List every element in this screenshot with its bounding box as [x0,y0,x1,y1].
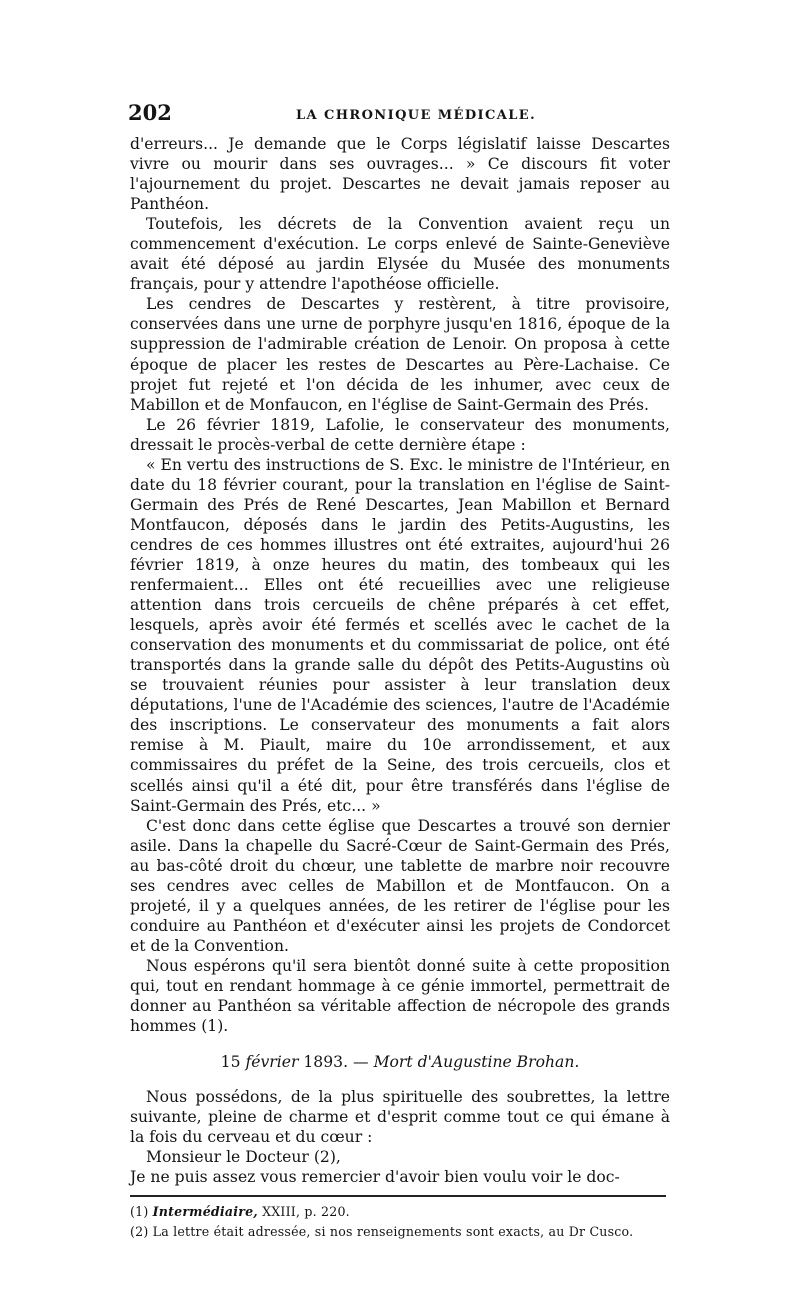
footnote-text: La lettre était adressée, si nos renseignements sont exacts, au Dr Cusco. [148,1224,634,1240]
page-number: 202 [128,100,172,125]
dateline-title: Mort d'Augustine Brohan. [373,1053,580,1072]
footnote-text: XXIII, p. 220. [257,1204,350,1220]
footnote [130,1202,670,1222]
letter-salutation: Monsieur le Docteur (2), [146,1148,341,1167]
paragraph: Nous espérons qu'il sera bientôt donné suite à cette proposition qui, tout en rendant hommage à ce génie immortel, permettrait de donner au Panthéon sa véritable affection de nécropole des grands hommes (1). [130,956,670,1036]
footnote-source: Intermédiaire, [152,1204,258,1220]
letter-line: Je ne puis assez vous remercier d'avoir bien voulu voir le doc- [130,1168,620,1187]
dateline-day: 15 [220,1053,241,1072]
footnote [130,1222,670,1242]
page-header [130,100,670,134]
book-page [130,100,670,1242]
paragraph: Nous possédons, de la plus spirituelle des soubrettes, la lettre suivante, pleine de charme et d'esprit comme tout ce qui émane à la fois du cerveau et du cœur : [130,1088,670,1147]
dateline-year: 1893. — [303,1053,369,1072]
section-dateline [130,1052,670,1072]
footnote-marker: (1) [130,1204,149,1220]
footnotes [130,1202,670,1242]
paragraph: Les cendres de Descartes y restèrent, à titre provisoire, conservées dans une urne de porphyre jusqu'en 1816, époque de la suppression de l'admirable création de Lenoir. On proposa à cette époque de placer les restes de Descartes au Père-Lachaise. Ce projet fut rejeté et l'on décida de les inhumer, avec ceux de Mabillon et de Monfaucon, en l'église de Saint-Germain des Prés. [130,295,670,414]
footnote-marker: (2) [130,1224,149,1240]
running-title: LA CHRONIQUE MÉDICALE. [296,108,537,123]
paragraph: Le 26 février 1819, Lafolie, le conservateur des monuments, dressait le procès-verbal de cette dernière étape : [130,415,670,454]
body-text [130,134,670,1187]
dateline-month: février [245,1053,299,1072]
footnote-divider [130,1195,666,1197]
paragraph: d'erreurs... Je demande que le Corps législatif laisse Descartes vivre ou mourir dans ses ouvrages... » Ce discours fit voter l'ajournement du projet. Descartes ne devait jamais reposer au Panthéon. [130,135,670,214]
paragraph: Toutefois, les décrets de la Convention avaient reçu un commencement d'exécution. Le corps enlevé de Sainte-Geneviève avait été déposé au jardin Elysée du Musée des monuments français, pour y attendre l'apothéose officielle. [130,215,670,294]
quoted-record: « En vertu des instructions de S. Exc. le ministre de l'Intérieur, en date du 18 février courant, pour la translation en l'église de Saint-Germain des Prés de René Descartes, Jean Mabillon et Bernard Montfaucon, déposés dans le jardin des Petits-Augustins, les cendres de ces hommes illustres ont été extraites, aujourd'hui 26 février 1819, à onze heures du matin, des tombeaux qui les renfermaient... Elles ont été recueillies avec une religieuse attention dans trois cercueils de chêne préparés à cet effet, lesquels, après avoir été fermés et scellés avec le cachet de la conservation des monuments et du commissariat de police, ont été transportés dans la grande salle du dépôt des Petits-Augustins où se trouvaient réunies pour assister à leur translation deux députations, l'une de l'Académie des sciences, l'autre de l'Académie des inscriptions. Le conservateur des monuments a fait alors remise à M. Piault, maire du 10e arrondissement, et aux commissaires du préfet de la Seine, des trois cercueils, clos et scellés ainsi qu'il a été dit, pour être transférés dans l'église de Saint-Germain des Prés, etc... » [130,455,670,815]
paragraph: C'est donc dans cette église que Descartes a trouvé son dernier asile. Dans la chapelle du Sacré-Cœur de Saint-Germain des Prés, au bas-côté droit du chœur, une tablette de marbre noir recouvre ses cendres avec celles de Mabillon et de Montfaucon. On a projeté, il y a quelques années, de les retirer de l'église pour les conduire au Panthéon et d'exécuter ainsi les projets de Condorcet et de la Convention. [130,816,670,955]
